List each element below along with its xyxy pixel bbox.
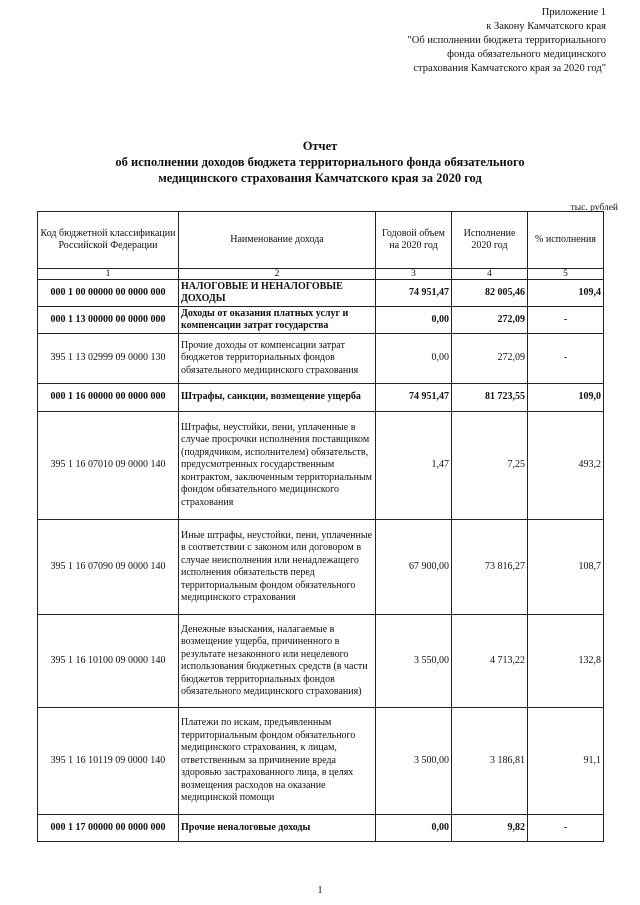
header-code: Код бюджетной классификации Российской Федерации — [38, 212, 179, 269]
table-header-row — [38, 212, 604, 269]
table-row — [38, 384, 604, 412]
row-name: Штрафы, неустойки, пени, уплаченные в случае просрочки исполнения поставщиком (подрядчиком, исполнителем) обязательств, предусмотренных государственным контрактом, заключенным территориальным фондом обязательного медицинского страхования — [179, 412, 376, 520]
income-table — [37, 211, 604, 842]
row-exec: 9,82 — [452, 815, 528, 842]
title-line: медицинского страхования Камчатского края за 2020 год — [158, 171, 482, 185]
row-pct: 108,7 — [528, 520, 604, 615]
row-code: 395 1 16 10100 09 0000 140 — [38, 615, 179, 708]
row-plan: 67 900,00 — [376, 520, 452, 615]
appendix-line: фонда обязательного медицинского — [447, 49, 606, 60]
appendix-line: страхования Камчатского края за 2020 год" — [413, 63, 606, 74]
column-number-row — [38, 269, 604, 280]
table-row — [38, 334, 604, 384]
row-pct: 91,1 — [528, 708, 604, 815]
header-exec: Исполнение 2020 год — [452, 212, 528, 269]
appendix-line: к Закону Камчатского края — [486, 21, 606, 32]
row-plan: 3 550,00 — [376, 615, 452, 708]
row-code: 395 1 13 02999 09 0000 130 — [38, 334, 179, 384]
row-name: Доходы от оказания платных услуг и компенсации затрат государства — [179, 307, 376, 334]
row-pct: - — [528, 815, 604, 842]
row-name: НАЛОГОВЫЕ И НЕНАЛОГОВЫЕ ДОХОДЫ — [179, 280, 376, 307]
appendix-note — [407, 6, 606, 76]
row-pct: - — [528, 334, 604, 384]
row-plan: 3 500,00 — [376, 708, 452, 815]
table-row — [38, 280, 604, 307]
row-plan: 74 951,47 — [376, 384, 452, 412]
row-name: Платежи по искам, предъявленным территориальным фондом обязательного медицинского страхования, к лицам, ответственным за причинение вреда здоровью застрахованного лица, в целях возмещения расходов на оказание медицинской помощи — [179, 708, 376, 815]
row-exec: 73 816,27 — [452, 520, 528, 615]
column-number: 4 — [452, 269, 528, 280]
table-row — [38, 307, 604, 334]
row-code: 000 1 00 00000 00 0000 000 — [38, 280, 179, 307]
row-pct: 132,8 — [528, 615, 604, 708]
row-pct: 493,2 — [528, 412, 604, 520]
appendix-line: "Об исполнении бюджета территориального — [407, 35, 606, 46]
appendix-line: Приложение 1 — [541, 7, 606, 18]
row-code: 000 1 16 00000 00 0000 000 — [38, 384, 179, 412]
row-exec: 272,09 — [452, 334, 528, 384]
report-title — [0, 138, 640, 186]
table-row — [38, 412, 604, 520]
row-code: 395 1 16 10119 09 0000 140 — [38, 708, 179, 815]
table-row — [38, 815, 604, 842]
row-exec: 82 005,46 — [452, 280, 528, 307]
header-pct: % исполнения — [528, 212, 604, 269]
table-row — [38, 708, 604, 815]
row-exec: 81 723,55 — [452, 384, 528, 412]
row-pct: 109,0 — [528, 384, 604, 412]
table-row — [38, 615, 604, 708]
table-row — [38, 520, 604, 615]
column-number: 3 — [376, 269, 452, 280]
units-label: тыс. рублей — [570, 203, 618, 213]
row-code: 395 1 16 07090 09 0000 140 — [38, 520, 179, 615]
header-plan: Годовой объем на 2020 год — [376, 212, 452, 269]
row-pct: - — [528, 307, 604, 334]
row-name: Прочие неналоговые доходы — [179, 815, 376, 842]
row-code: 395 1 16 07010 09 0000 140 — [38, 412, 179, 520]
row-plan: 0,00 — [376, 334, 452, 384]
row-plan: 74 951,47 — [376, 280, 452, 307]
header-name: Наименование дохода — [179, 212, 376, 269]
row-exec: 272,09 — [452, 307, 528, 334]
row-name: Иные штрафы, неустойки, пени, уплаченные в соответствии с законом или договором в случае неисполнения или ненадлежащего исполнения обязательств перед территориальным фондом обязательного медицинского страхования — [179, 520, 376, 615]
row-code: 000 1 13 00000 00 0000 000 — [38, 307, 179, 334]
row-plan: 1,47 — [376, 412, 452, 520]
row-plan: 0,00 — [376, 815, 452, 842]
row-code: 000 1 17 00000 00 0000 000 — [38, 815, 179, 842]
title-line: об исполнении доходов бюджета территориального фонда обязательного — [115, 155, 525, 169]
row-name: Денежные взыскания, налагаемые в возмещение ущерба, причиненного в результате незаконного или нецелевого использования бюджетных средств (в части бюджетов территориальных фондов обязательного медицинского страхования) — [179, 615, 376, 708]
row-name: Штрафы, санкции, возмещение ущерба — [179, 384, 376, 412]
row-exec: 7,25 — [452, 412, 528, 520]
row-exec: 3 186,81 — [452, 708, 528, 815]
row-name: Прочие доходы от компенсации затрат бюджетов территориальных фондов обязательного медицинского страхования — [179, 334, 376, 384]
title-line: Отчет — [302, 139, 338, 153]
row-pct: 109,4 — [528, 280, 604, 307]
column-number: 2 — [179, 269, 376, 280]
page-number: 1 — [317, 885, 323, 896]
row-plan: 0,00 — [376, 307, 452, 334]
column-number: 1 — [38, 269, 179, 280]
row-exec: 4 713,22 — [452, 615, 528, 708]
column-number: 5 — [528, 269, 604, 280]
